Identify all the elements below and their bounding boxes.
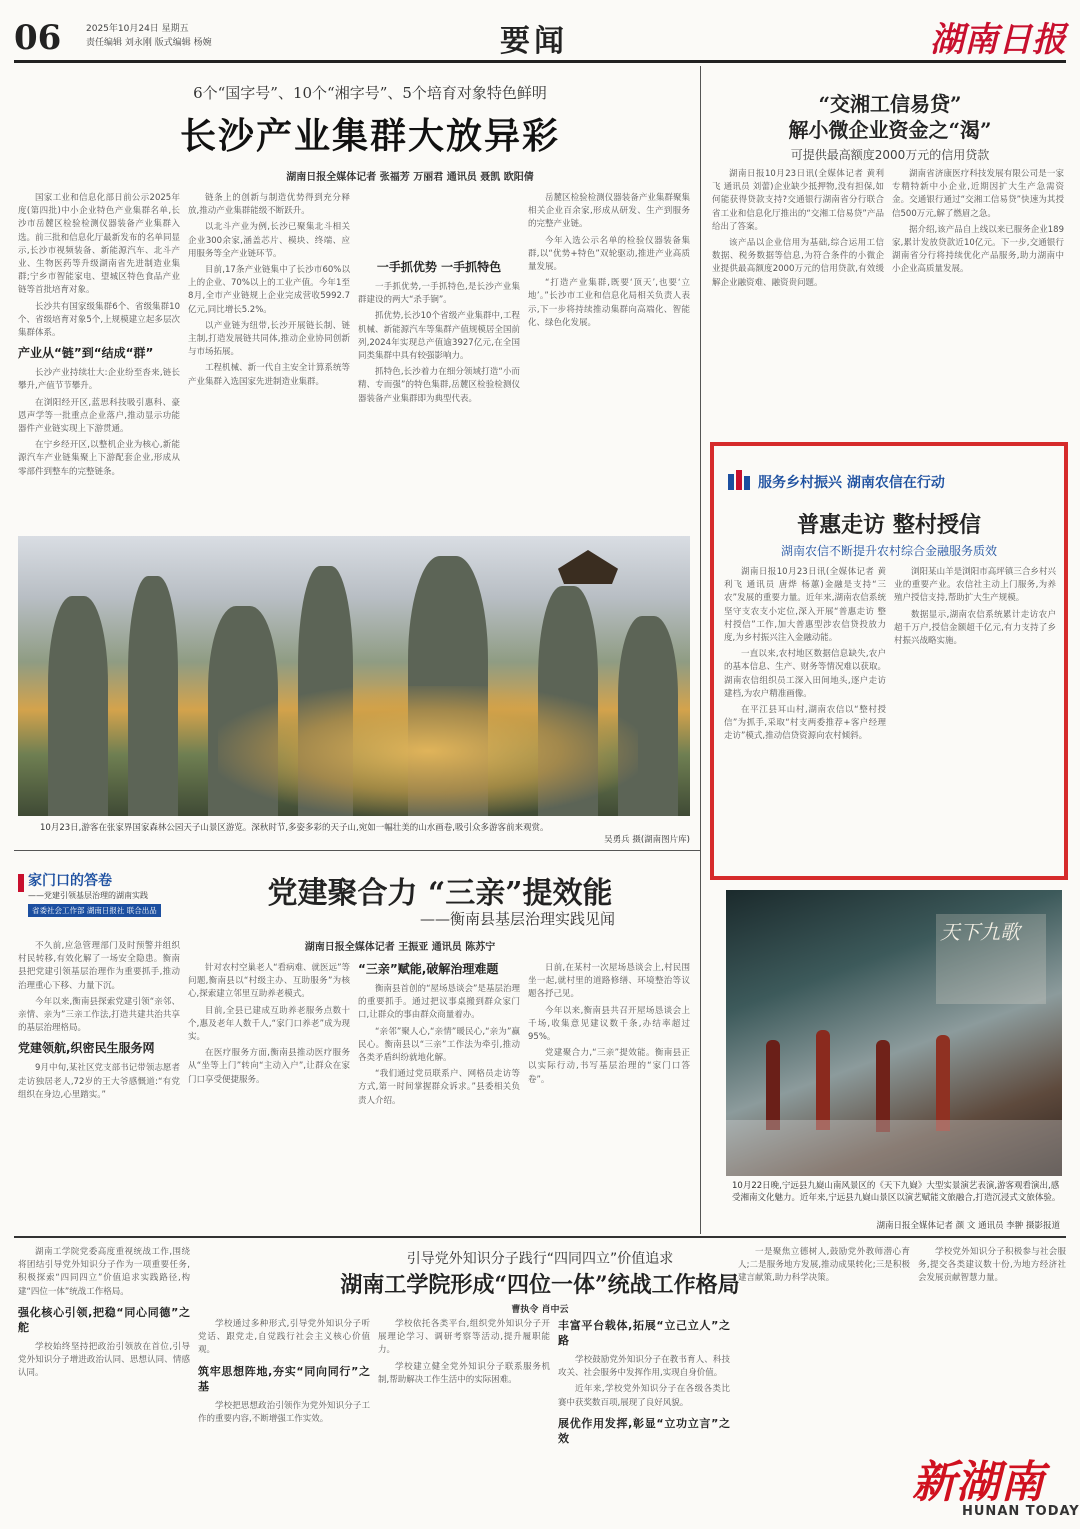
article3-col1 — [724, 566, 886, 872]
paragraph: 湖南工学院党委高度重视统战工作,围绕将团结引导党外知识分子作为一项重要任务,积极探索“四同四立”价值追求实践路径,构建“四位一体”统战工作格局。 — [18, 1247, 190, 1297]
paragraph: 日前,在某村一次屋场恳谈会上,村民围坐一起,就村里的道路修缮、环境整治等议题各抒己见。 — [528, 963, 690, 1000]
article4-col4 — [528, 962, 690, 1232]
paragraph: 湖南日报10月23日讯(全媒体记者 黄利飞 通讯员 唐烨 杨蕙)金融是支持“三农”发展的重要力量。近年来,湖南农信系统坚守支农支小定位,深入开展“普惠走访 整村授信”工作,加大普惠型涉农信贷投放力度,为乡村振兴注入金融动能。 — [724, 567, 886, 644]
article5-col6 — [918, 1246, 1066, 1436]
article2-col1 — [712, 168, 884, 430]
paragraph: 长沙产业持续壮大:企业纷至沓来,链长攀升,产值节节攀升。 — [18, 368, 180, 392]
paragraph: 以北斗产业为例,长沙已聚集北斗相关企业300余家,涵盖芯片、模块、终端、应用服务等全产业链环节。 — [188, 222, 350, 259]
header-rule — [14, 60, 1066, 63]
paragraph: 学校依托各类平台,组织党外知识分子开展理论学习、调研考察等活动,提升履职能力。 — [378, 1319, 550, 1356]
paragraph: 学校始终坚持把政治引领放在首位,引导党外知识分子增进政治认同、思想认同、情感认同。 — [18, 1341, 190, 1379]
paragraph: 岳麓区检验检测仪器装备产业集群聚集相关企业百余家,形成从研发、生产到服务的完整产业链。 — [528, 193, 690, 230]
article5-byline: 曹执令 肖中云 — [511, 1305, 569, 1315]
paragraph: 针对农村空巢老人“看病难、就医远”等问题,衡南县以“村级主办、互助服务”为核心,探索建立邻里互助养老模式。 — [188, 963, 350, 1000]
paragraph: 数据显示,湖南农信系统累计走访农户超千万户,授信金额超千亿元,有力支持了乡村振兴战略实施。 — [894, 609, 1056, 647]
article4-col2 — [188, 962, 350, 1232]
series-tag — [18, 870, 188, 922]
article1-col3 — [358, 192, 520, 528]
paragraph: 一手抓优势,一手抓特色,是长沙产业集群建设的两大“杀手锏”。 — [358, 282, 520, 306]
watermark-sub: HUNAN TODAY — [962, 1504, 1080, 1519]
watermark-logo: 新湖南 — [912, 1457, 1044, 1508]
paragraph: 浏阳某山羊是浏阳市高坪镇三合乡村兴业的重要产业。农信社主动上门服务,为养殖户授信支持,帮助扩大生产规模。 — [894, 567, 1056, 604]
paragraph: 在医疗服务方面,衡南县推动医疗服务从“坐等上门”转向“主动入户”,让群众在家门口享受便捷服务。 — [188, 1048, 350, 1085]
article2-col2 — [892, 168, 1064, 430]
photo2-caption: 10月22日晚,宁远县九嶷山南风景区的《天下九嶷》大型实景演艺表演,游客观看演出,感受湘南文化魅力。近年来,宁远县九嶷山景区以演艺赋能文旅融合,打造沉浸式文旅体验。 — [732, 1181, 1061, 1203]
pavilion-icon — [558, 550, 618, 584]
article4-headline: 党建聚合力 “三亲”提效能 — [267, 876, 613, 911]
paragraph: 一是聚焦立德树人,鼓励党外教师潜心育人;二是服务地方发展,推动成果转化;三是积极建言献策,助力科学决策。 — [738, 1247, 910, 1284]
article5-col4 — [558, 1318, 730, 1522]
article5-col3 — [378, 1318, 550, 1522]
article4-col1 — [18, 940, 180, 1232]
paragraph: 抓特色,长沙着力在细分领域打造“小而精、专而强”的特色集群,岳麓区检验检测仪器装备产业集群即为典型代表。 — [358, 367, 520, 404]
series-tag-title: 家门口的答卷 — [28, 873, 112, 889]
paragraph: 湖南日报10月23日讯(全媒体记者 黄利飞 通讯员 刘蕾)企业缺少抵押物,没有担保,如何能获得贷款支持?交通银行湖南省分行联合省工业和信息化厅推出的“交湘工信易贷”产品给出了答案。 — [712, 169, 884, 232]
paragraph: 目前,全县已建成互助养老服务点数十个,惠及老年人数千人,“家门口养老”成为现实。 — [188, 1005, 350, 1043]
section-rule — [14, 850, 700, 851]
paragraph: 不久前,应急管理部门及时预警并组织村民转移,有效化解了一场安全隐患。衡南县把党建引领基层治理作为重要抓手,推动治理重心下移、力量下沉。 — [18, 941, 180, 991]
article1-headline: 长沙产业集群大放异彩 — [179, 115, 560, 157]
section-title: 要闻 — [500, 24, 568, 59]
paragraph: 学校把思想政治引领作为党外知识分子工作的重要内容,不断增强工作实效。 — [198, 1400, 370, 1424]
article3-col2 — [894, 566, 1056, 872]
photo1-caption: 10月23日,游客在张家界国家森林公园天子山景区游览。深秋时节,多姿多彩的天子山,宛如一幅壮美的山水画卷,吸引众多游客前来观赏。 — [40, 823, 549, 833]
article5-col1 — [18, 1246, 190, 1522]
article4-byline: 湖南日报全媒体记者 王振亚 通讯员 陈苏宁 — [304, 942, 496, 953]
paragraph: 该产品以企业信用为基础,综合运用工信数据、税务数据等信息,为符合条件的小微企业提供最高额度2000万元的信用贷款,有效缓解企业融资难、融资贵问题。 — [712, 238, 884, 288]
paragraph: 党建聚合力,“三亲”提效能。衡南县正以实际行动,书写基层治理的“家门口答卷”。 — [528, 1048, 690, 1085]
column-divider — [700, 66, 701, 1234]
photo1-credit: 吴勇兵 摄(湖南图片库) — [604, 835, 690, 845]
article4-subhead: ——衡南县基层治理实践见闻 — [420, 910, 616, 928]
paragraph: 抓优势,长沙10个省级产业集群中,工程机械、新能源汽车等集群产值规模居全国前列,2024年实现总产值逾3927亿元,在全国同类集群中具有较强影响力。 — [358, 311, 520, 362]
subheading: 展优作用发挥,彰显“立功立言”之效 — [558, 1416, 730, 1445]
article1-byline: 湖南日报全媒体记者 张福芳 万丽君 通讯员 聂凯 欧阳倩 — [286, 172, 534, 183]
paragraph: 学校建立健全党外知识分子联系服务机制,帮助解决工作生活中的实际困难。 — [378, 1361, 550, 1385]
article4-col3 — [358, 962, 520, 1232]
article5-col5 — [738, 1246, 910, 1522]
paragraph: 学校鼓励党外知识分子在教书育人、科技攻关、社会服务中发挥作用,实现自身价值。 — [558, 1355, 730, 1379]
paragraph: 国家工业和信息化部日前公示2025年度(第四批)中小企业特色产业集群名单,长沙市岳麓区检验检测仪器装备产业集群入选。前三批和信息化厅最新发布的名单同显示,长沙市视频装备、新能源汽车、北斗产业、生物医药等升级湖南省先进制造业集群;宁乡市智能家电、望城区特色食品产业链等首批培育对象。 — [18, 193, 180, 296]
paragraph: 在平江县耳山村,湖南农信以“整村授信”为抓手,采取“村支两委推荐+客户经理走访”模式,推动信贷资源向农村倾斜。 — [724, 705, 886, 742]
masthead-logo: 湖南日报 — [930, 20, 1066, 60]
article2-headline2: 解小微企业资金之“渴” — [788, 118, 992, 142]
paragraph: 长沙共有国家级集群6个、省级集群10个、省级培育对象5个,上规模建立起多层次集群体系。 — [18, 301, 180, 339]
paragraph: 今年入选公示名单的检验仪器装备集群,以“优势+特色”双轮驱动,推进产业高质量发展。 — [528, 235, 690, 273]
series-tag-sub: ——党建引领基层治理的湖南实践 — [28, 891, 148, 900]
page-number: 06 — [14, 18, 62, 58]
subheading: 强化核心引领,把稳“同心同德”之舵 — [18, 1305, 190, 1334]
photo-jiuyi-performance — [726, 890, 1062, 1176]
paragraph: 据介绍,该产品自上线以来已服务企业189家,累计发放贷款近10亿元。下一步,交通银行湖南省分行将持续优化产品服务,助力湖南中小企业高质量发展。 — [892, 224, 1064, 275]
paragraph: 9月中旬,某社区党支部书记带领志愿者走访独居老人,72岁的王大爷感慨道:“有党组织在身边,心里踏实。” — [18, 1063, 180, 1100]
article5-kicker: 引导党外知识分子践行“四同四立”价值追求 — [406, 1251, 674, 1267]
paragraph: 以产业链为纽带,长沙开展链长制、链主制,打造发展链共同体,推动企业协同创新与市场拓展。 — [188, 320, 350, 358]
subheading: 党建领航,织密民生服务网 — [18, 1041, 155, 1056]
paragraph: 一直以来,农村地区数据信息缺失,农户的基本信息、生产、财务等情况难以获取。湖南农信组织员工深入田间地头,逐户走访建档,为农户精准画像。 — [724, 649, 886, 699]
article1-col4 — [528, 192, 690, 528]
paragraph: “亲邻”聚人心,“亲情”暖民心,“亲为”赢民心。衡南县以“三亲”工作法为牵引,推动各类矛盾纠纷就地化解。 — [358, 1026, 520, 1064]
article1-col1 — [18, 192, 180, 528]
header-meta — [86, 22, 212, 50]
editors: 责任编辑 刘永刚 版式编辑 杨婉 — [86, 38, 212, 48]
article3-headline: 普惠走访 整村授信 — [797, 512, 981, 538]
subheading: 产业从“链”到“结成“群” — [18, 346, 154, 361]
article3-banner: 服务乡村振兴 湖南农信在行动 — [758, 475, 945, 491]
paragraph: 近年来,学校党外知识分子在各级各类比赛中获奖数百项,展现了良好风貌。 — [558, 1384, 730, 1408]
article5-headline: 湖南工学院形成“四位一体”统战工作格局 — [340, 1272, 740, 1298]
paragraph: 在浏阳经开区,蓝思科技吸引惠科、豪恩声学等一批重点企业落户,推动显示功能器件产业链实现上下游贯通。 — [18, 397, 180, 435]
subheading: 一手抓优势 一手抓特色 — [376, 260, 502, 274]
subheading: “三亲”赋能,破解治理难题 — [358, 962, 499, 976]
photo-tianzi-mountain — [18, 536, 690, 816]
article2-headline: “交湘工信易贷” — [818, 92, 962, 116]
article1-kicker: 6个“国字号”、10个“湘字号”、5个培育对象特色鲜明 — [193, 84, 547, 102]
rural-credit-logo-icon — [728, 470, 750, 492]
paragraph: 衡南县首创的“屋场恳谈会”是基层治理的重要抓手。通过把议事桌搬到群众家门口,让群众的事由群众商量着办。 — [358, 984, 520, 1021]
paragraph: 工程机械、新一代自主安全计算系统等产业集群入选国家先进制造业集群。 — [188, 363, 350, 387]
paragraph: 今年以来,衡南县探索党建引领“亲邻、亲情、亲为”三亲工作法,打造共建共治共享的基层治理格局。 — [18, 996, 180, 1034]
subheading: 筑牢思想阵地,夯实“同向同行”之基 — [198, 1364, 370, 1393]
paragraph: 目前,17条产业链集中了长沙市60%以上的企业、70%以上的工业产值。今年1至8月,全市产业链规上企业完成营收5992.7亿元,同比增长5.2%。 — [188, 265, 350, 315]
article2-subhead: 可提供最高额度2000万元的信用贷款 — [790, 148, 990, 162]
paragraph: 湖南省济康医疗科技发展有限公司是一家专精特新中小企业,近期因扩大生产急需资金。交通银行通过“交湘工信易贷”快速为其授信500万元,解了燃眉之急。 — [892, 169, 1064, 219]
section-rule — [14, 1236, 1066, 1238]
paragraph: 链条上的创新与制造优势得到充分释放,推动产业集群能级不断跃升。 — [188, 193, 350, 217]
series-tag-note: 省委社会工作部 湖南日报社 联合出品 — [28, 904, 161, 917]
photo2-overlay-text: 天下九歌 — [940, 920, 1020, 944]
article5-col2 — [198, 1318, 370, 1522]
article3-subhead: 湖南农信不断提升农村综合金融服务质效 — [780, 544, 997, 558]
paragraph: 学校党外知识分子积极参与社会服务,提交各类建议数十份,为地方经济社会发展贡献智慧力量。 — [918, 1247, 1066, 1284]
paragraph: “我们通过党员联系户、网格员走访等方式,第一时间掌握群众诉求。”县委相关负责人介绍。 — [358, 1069, 520, 1106]
paragraph: 学校通过多种形式,引导党外知识分子听党话、跟党走,自觉践行社会主义核心价值观。 — [198, 1319, 370, 1356]
paragraph: 今年以来,衡南县共召开屋场恳谈会上千场,收集意见建议数千条,办结率超过95%。 — [528, 1005, 690, 1043]
issue-date: 2025年10月24日 星期五 — [86, 24, 189, 34]
subheading: 丰富平台载体,拓展“立己立人”之路 — [558, 1319, 730, 1347]
article1-col2 — [188, 192, 350, 528]
paragraph: 在宁乡经开区,以整机企业为核心,新能源汽车产业链集聚上下游配套企业,形成从零部件到整车的完整链条。 — [18, 440, 180, 477]
photo2-credit: 湖南日报全媒体记者 颜 文 通讯员 李翀 摄影报道 — [876, 1221, 1060, 1231]
paragraph: “打造产业集群,既要‘顶天’,也要‘立地’。”长沙市工业和信息化局相关负责人表示,下一步将持续推动集群向高端化、智能化、绿色化发展。 — [528, 278, 690, 328]
